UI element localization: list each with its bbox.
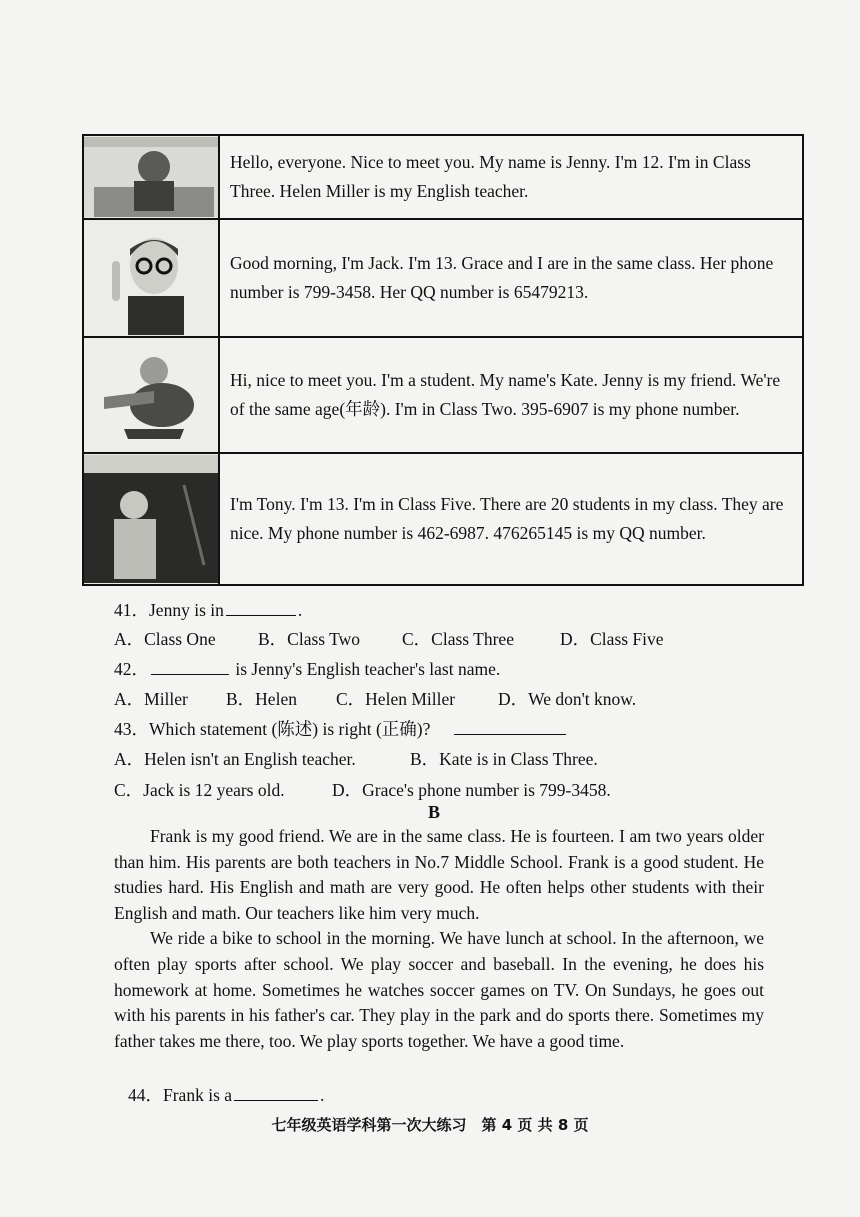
q41-stem-end: .	[297, 600, 303, 620]
passage-b	[114, 824, 764, 1054]
q43-stem: 43．Which statement (陈述) is right (正确)?	[114, 719, 431, 739]
q41-option-d[interactable]: D．Class Five	[560, 629, 664, 649]
question-42	[114, 656, 500, 681]
profile-text-jack: Good morning, I'm Jack. I'm 13. Grace and I are in the same class. Her phone number is 799-3458. Her QQ number is 65479213.	[230, 253, 774, 302]
question-44	[128, 1082, 324, 1107]
photo-kate	[84, 338, 220, 452]
q43-option-d[interactable]: D．Grace's phone number is 799-3458.	[332, 780, 611, 800]
photo-jenny	[84, 136, 220, 218]
q43-options-row2	[114, 777, 611, 802]
q42-stem: is Jenny's English teacher's last name.	[235, 659, 501, 679]
q43-option-b[interactable]: B．Kate is in Class Three.	[410, 749, 598, 769]
profile-text-tony: I'm Tony. I'm 13. I'm in Class Five. There are 20 students in my class. They are nice. My phone number is 462-6987. 476265145 is my QQ number.	[230, 494, 784, 543]
question-41	[114, 597, 302, 622]
profile-table	[82, 134, 804, 586]
photo-jack	[84, 220, 220, 336]
q43-option-a[interactable]: A．Helen isn't an English teacher.	[114, 749, 356, 769]
profile-row-kate	[84, 338, 802, 454]
profile-row-jenny	[84, 136, 802, 220]
q42-option-b[interactable]: B．Helen	[226, 689, 297, 709]
q42-option-d[interactable]: D．We don't know.	[498, 689, 637, 709]
question-43	[114, 716, 568, 741]
q41-options	[114, 626, 664, 651]
q42-stem-start: 42．	[114, 659, 149, 679]
q41-stem: 41．Jenny is in	[114, 600, 224, 620]
photo-tony	[84, 454, 220, 584]
q42-option-c[interactable]: C．Helen Miller	[336, 689, 456, 709]
q44-stem-end: .	[320, 1085, 325, 1105]
q43-option-c[interactable]: C．Jack is 12 years old.	[114, 780, 285, 800]
q44-blank[interactable]	[234, 1099, 318, 1101]
q41-blank[interactable]	[226, 614, 296, 616]
q41-option-b[interactable]: B．Class Two	[258, 629, 361, 649]
q42-option-a[interactable]: A．Miller	[114, 689, 188, 709]
page-footer: 七年级英语学科第一次大练习 第 4 页 共 8 页	[271, 1116, 589, 1134]
q41-option-c[interactable]: C．Class Three	[402, 629, 514, 649]
q41-option-a[interactable]: A．Class One	[114, 629, 216, 649]
q42-blank[interactable]	[151, 673, 229, 675]
profile-row-jack	[84, 220, 802, 338]
q42-options	[114, 686, 636, 711]
section-b-title: B	[428, 802, 441, 822]
profile-row-tony	[84, 454, 802, 584]
q43-options-row1	[114, 746, 598, 771]
passage-b-paragraph-2: We ride a bike to school in the morning. We have lunch at school. In the afternoon, we often play sports after school. We play soccer and baseball. In the evening, he does his homework at home. Sometimes he watches soccer games on TV. On Sundays, he goes out with his parents in his father's car. They play in the park and do sports there. Sometimes my father takes me there, too. We play sports together. We have a good time.	[114, 928, 764, 1051]
profile-text-jenny: Hello, everyone. Nice to meet you. My name is Jenny. I'm 12. I'm in Class Three. Helen Miller is my English teacher.	[230, 152, 751, 201]
q44-stem: 44．Frank is a	[128, 1085, 233, 1105]
passage-b-paragraph-1: Frank is my good friend. We are in the same class. He is fourteen. I am two years older than him. His parents are both teachers in No.7 Middle School. Frank is a good student. He studies hard. His English and math are very good. He often helps other students with their English and math. Our teachers like him very much.	[114, 826, 764, 923]
profile-text-kate: Hi, nice to meet you. I'm a student. My name's Kate. Jenny is my friend. We're of the same age(年龄). I'm in Class Two. 395-6907 is my phone number.	[230, 370, 781, 419]
q43-blank[interactable]	[454, 733, 566, 735]
